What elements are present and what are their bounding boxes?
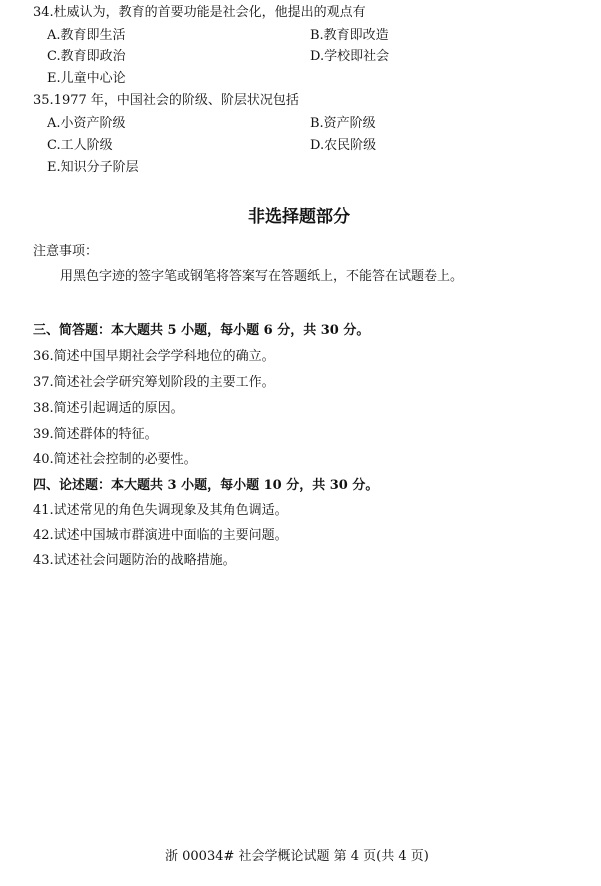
q35-option-e: E.知识分子阶层 [47, 160, 139, 175]
q35-option-d: D.农民阶级 [310, 138, 377, 153]
q34-option-d: D.学校即社会 [310, 49, 390, 64]
page-footer: 浙 00034# 社会学概论试题 第 4 页(共 4 页) [165, 849, 429, 864]
question-41: 41.试述常见的角色失调现象及其角色调适。 [33, 503, 288, 518]
section-title: 非选择题部分 [248, 207, 350, 227]
question-38: 38.简述引起调适的原因。 [33, 401, 184, 416]
question-42: 42.试述中国城市群演进中面临的主要问题。 [33, 528, 288, 543]
notice-label: 注意事项： [33, 244, 99, 259]
section3-header: 三、简答题：本大题共 5 小题，每小题 6 分，共 30 分。 [33, 323, 370, 338]
q35-stem: 35.1977 年，中国社会的阶级、阶层状况包括 [33, 93, 299, 108]
question-39: 39.简述群体的特征。 [33, 427, 158, 442]
q34-stem: 34.杜威认为，教育的首要功能是社会化，他提出的观点有 [33, 5, 366, 20]
q34-option-b: B.教育即改造 [310, 28, 389, 43]
notice-text: 用黑色字迹的签字笔或钢笔将答案写在答题纸上，不能答在试题卷上。 [60, 269, 464, 284]
question-40: 40.简述社会控制的必要性。 [33, 452, 197, 467]
q34-option-c: C.教育即政治 [47, 49, 126, 64]
q35-option-b: B.资产阶级 [310, 116, 376, 131]
q34-option-a: A.教育即生活 [47, 28, 126, 43]
q35-option-c: C.工人阶级 [47, 138, 113, 153]
question-36: 36.简述中国早期社会学学科地位的确立。 [33, 349, 275, 364]
q34-option-e: E.儿童中心论 [47, 71, 126, 86]
question-37: 37.简述社会学研究筹划阶段的主要工作。 [33, 375, 275, 390]
section4-header: 四、论述题：本大题共 3 小题，每小题 10 分，共 30 分。 [33, 478, 379, 493]
q35-option-a: A.小资产阶级 [47, 116, 126, 131]
question-43: 43.试述社会问题防治的战略措施。 [33, 553, 236, 568]
